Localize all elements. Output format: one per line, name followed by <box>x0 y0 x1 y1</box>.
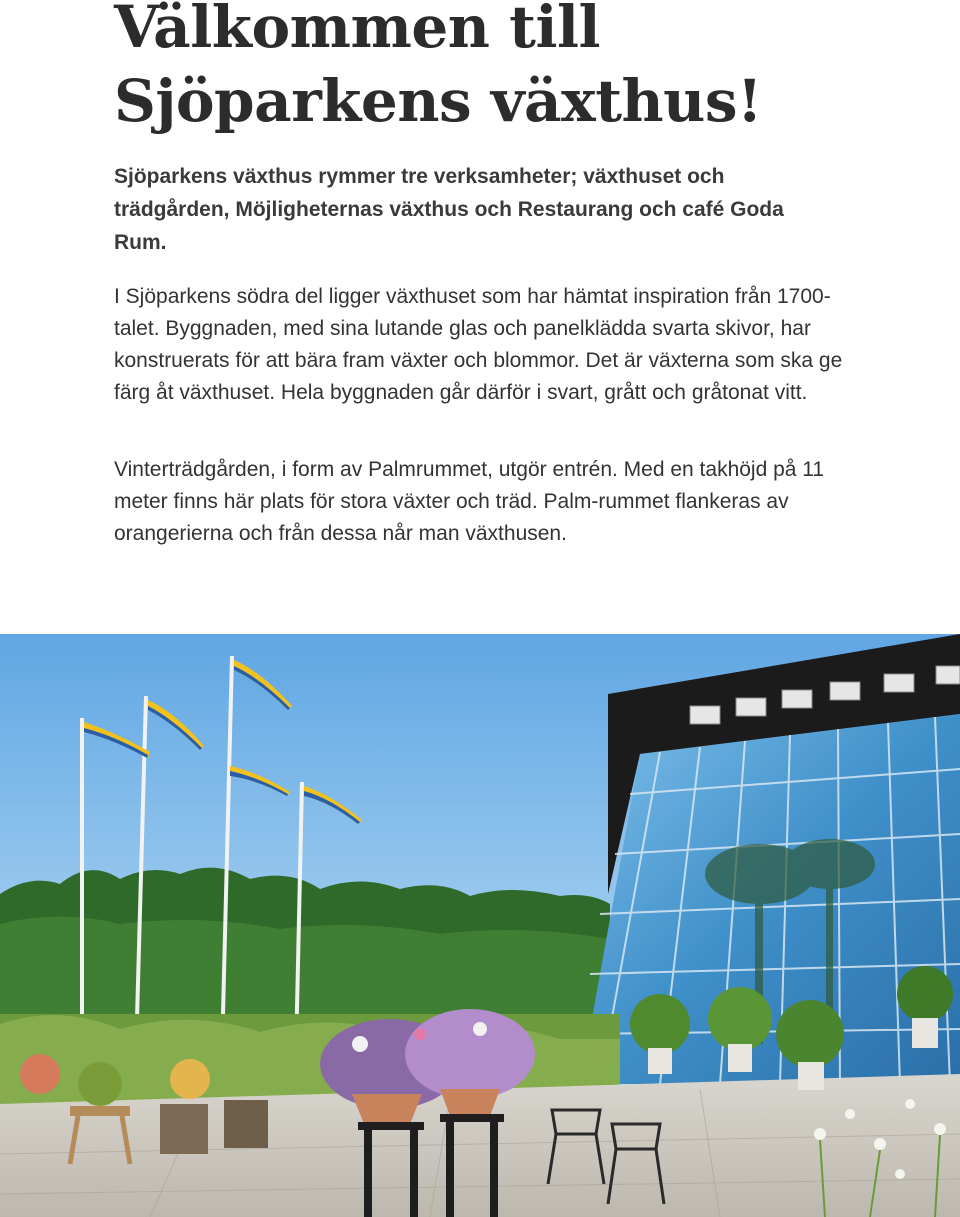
page-title-line-2: Sjöparkens växthus! <box>114 67 762 135</box>
page-title-line-1: Välkommen till <box>114 0 601 61</box>
body-paragraph-2: Vinterträdgården, i form av Palmrummet, utgör entrén. Med en takhöjd på 11 meter finns här plats för stora växter och träd. Palm-rummet flankeras av orangerierna och från dessa når man växthusen. <box>114 458 825 545</box>
lead-paragraph: Sjöparkens växthus rymmer tre verksamheter; växthuset och trädgården, Möjligheternas växthus och Restaurang och café Goda Rum. <box>114 165 784 254</box>
body-paragraph-1: I Sjöparkens södra del ligger växthuset som har hämtat inspiration från 1700-talet. Byggnaden, med sina lutande glas och panelklädda svarta skivor, har konstruerats för att bära fram växter och blommor. Det är växterna som ska ge färg åt växthuset. Hela byggnaden går därför i svart, grått och gråtonat vitt. <box>114 285 843 404</box>
greenhouse-photo <box>0 634 960 1217</box>
page-title <box>114 0 762 138</box>
